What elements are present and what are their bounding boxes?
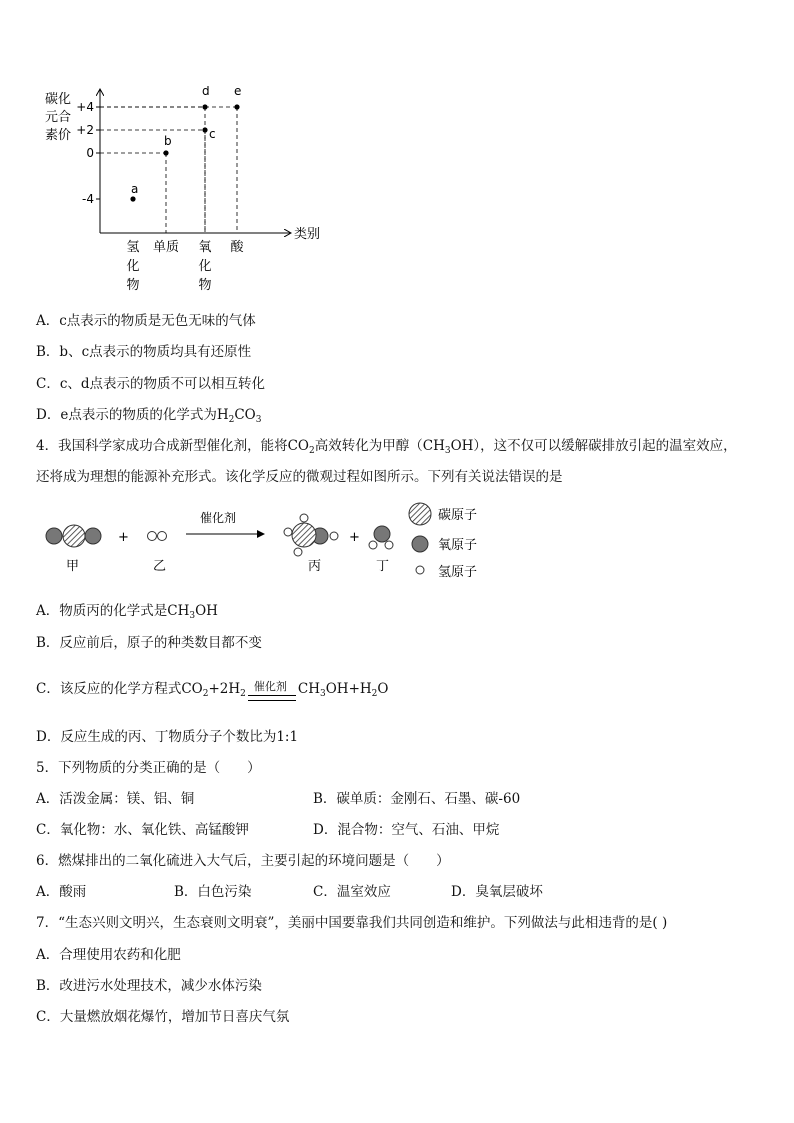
q4-option-c: C．该反应的化学方程式$CO_2+2H_2$ 催化剂 $CH_3OH+H_2O$ (36, 680, 389, 699)
x-category-label: 氢 (126, 240, 140, 255)
x-category-label: 化 (126, 259, 140, 274)
legend (409, 503, 477, 580)
plus-sign-1: + (118, 530, 129, 545)
x-category-label: 物 (126, 278, 140, 293)
molecule-h2 (148, 532, 167, 541)
q6-option-c: C．温室效应 (313, 884, 391, 900)
legend-carbon-label: 碳原子 (438, 508, 478, 523)
q6-option-a: A．酸雨 (36, 884, 87, 900)
q7-option-c: C．大量燃放烟花爆竹，增加节日喜庆气氛 (36, 1009, 290, 1025)
q4-option-a: A．物质丙的化学式是$CH_3OH$ (36, 603, 218, 621)
y-tick-label: +4 (76, 100, 94, 114)
q3-option-d: D．e点表示的物质的化学式为$H_2CO_3$ (36, 407, 262, 425)
q7-stem: 7．“生态兴则文明兴，生态衰则文明衰”，美丽中国要靠我们共同创造和维护。下列做法与此相违背的是( ) (36, 915, 668, 931)
x-axis-label: 类别 (294, 227, 321, 242)
x-category-label: 物 (198, 278, 212, 293)
molecule-co2 (46, 525, 101, 547)
data-point-e (234, 104, 239, 109)
q5-option-c: C．氧化物：水、氧化铁、高锰酸钾 (36, 822, 249, 838)
x-category-label: 化 (198, 259, 212, 274)
legend-hydrogen-swatch (416, 566, 424, 574)
q6-option-d: D．臭氧层破坏 (451, 884, 543, 900)
x-category-label: 酸 (230, 240, 244, 255)
data-point-a (130, 196, 135, 201)
legend-carbon-swatch (409, 503, 431, 525)
q3-option-b: B．b、c点表示的物质均具有还原性 (36, 344, 252, 360)
catalyst-label: 催化剂 (200, 511, 237, 525)
q6-option-b: B．白色污染 (174, 884, 252, 900)
equation-equals-bar (248, 695, 296, 701)
q6-stem: 6．燃煤排出的二氧化硫进入大气后，主要引起的环境问题是（ ） (36, 853, 450, 869)
legend-hydrogen-label: 氢原子 (438, 565, 478, 580)
q7-option-b: B．改进污水处理技术，减少水体污染 (36, 978, 262, 994)
q4-stem-line2: 还将成为理想的能源补充形式。该化学反应的微观过程如图所示。下列有关说法错误的是 (36, 469, 563, 485)
legend-oxygen-swatch (412, 536, 428, 552)
molecule-h2o (369, 526, 393, 549)
legend-oxygen-label: 氧原子 (438, 538, 478, 553)
q5-stem: 5．下列物质的分类正确的是（ ） (36, 760, 261, 776)
plus-sign-2: + (349, 530, 360, 545)
label-ding: 丁 (376, 559, 390, 574)
reaction-diagram (36, 496, 496, 586)
q4-option-b: B．反应前后，原子的种类数目都不变 (36, 635, 262, 651)
point-label-d: d (202, 86, 210, 98)
point-label-b: b (164, 134, 172, 148)
q3-option-a: A．c点表示的物质是无色无味的气体 (36, 313, 256, 329)
label-yi: 乙 (153, 559, 167, 574)
point-label-c: c (209, 127, 216, 141)
y-axis-label-part: 素价 (45, 128, 72, 143)
molecule-ch3oh (284, 514, 338, 556)
q4-stem-line1: 4．我国科学家成功合成新型催化剂，能将$CO_2$高效转化为甲醇$(CH_3OH)$，这不仅可以缓解碳排放引起的温室效应， (36, 438, 737, 456)
q5-option-a: A．活泼金属：镁、铝、铜 (36, 791, 195, 807)
point-label-e: e (234, 86, 242, 98)
x-category-label: 氧 (198, 240, 212, 255)
label-bing: 丙 (308, 559, 322, 574)
y-tick-label: 0 (86, 146, 94, 160)
q3-option-c: C．c、d点表示的物质不可以相互转化 (36, 376, 266, 392)
q4-option-d: D．反应生成的丙、丁物质分子个数比为1:1 (36, 729, 299, 745)
y-axis-label-part: 碳化 (45, 92, 72, 107)
catalyst-over-equals: 催化剂 (253, 680, 287, 693)
data-point-b (163, 150, 168, 155)
q5-option-d: D．混合物：空气、石油、甲烷 (313, 822, 500, 838)
valence-category-chart (40, 86, 330, 301)
label-jia: 甲 (66, 559, 80, 574)
q7-option-a: A．合理使用农药和化肥 (36, 947, 181, 963)
x-category-label: 单质 (152, 240, 180, 255)
y-axis-label-part: 元合 (45, 110, 72, 125)
y-tick-label: +2 (76, 123, 94, 137)
point-label-a: a (131, 182, 139, 196)
y-tick-label: -4 (82, 192, 94, 206)
q5-option-b: B．碳单质：金刚石、石墨、碳-60 (313, 791, 521, 807)
